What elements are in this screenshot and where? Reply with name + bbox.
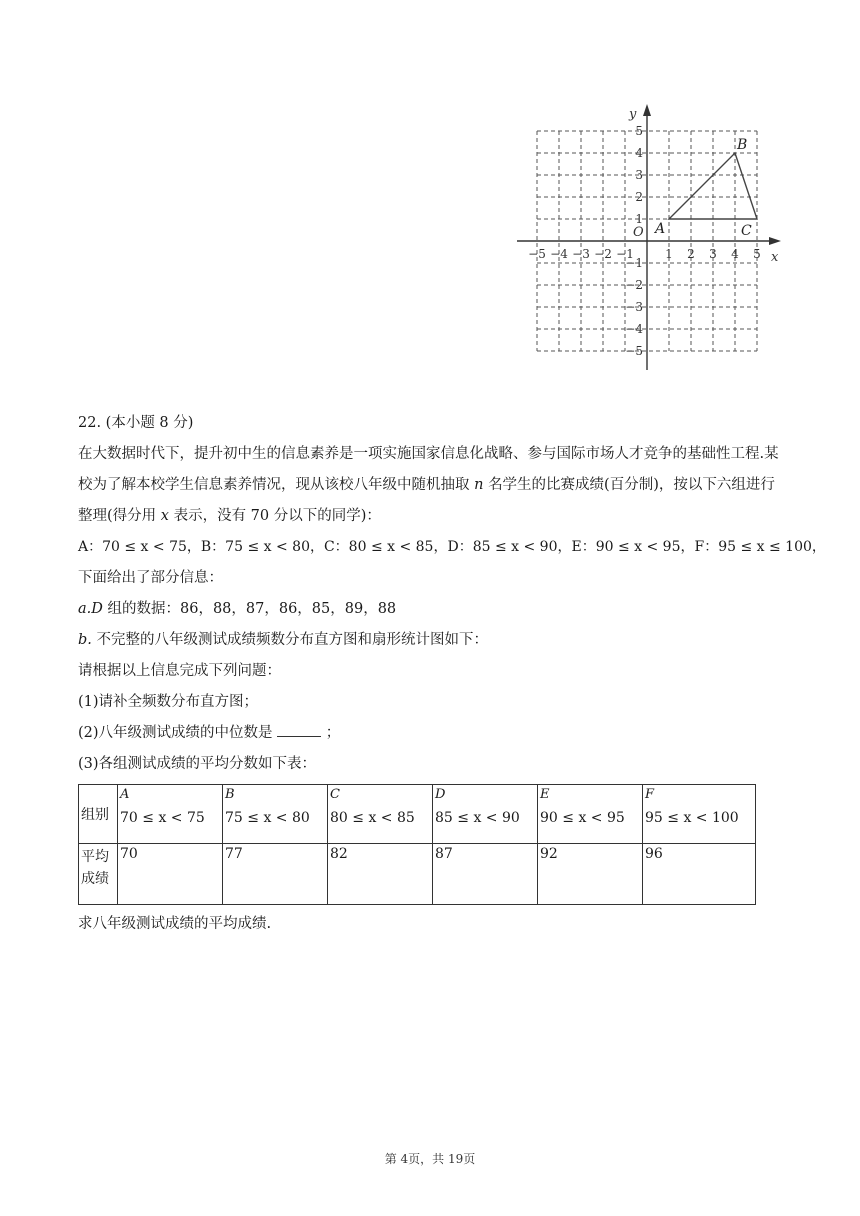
x-axis-arrow [769, 237, 781, 245]
sub-question-2 [78, 718, 788, 749]
table-cell-average: 77 [223, 844, 328, 905]
q2-after: ； [325, 725, 341, 741]
group-range: 85 ≤ x < 90 [435, 810, 520, 826]
y-tick-label: 1 [635, 212, 643, 226]
given-info-line: 下面给出了部分信息： [78, 570, 223, 586]
average-score-table [78, 784, 756, 905]
y-tick-label: 5 [635, 124, 643, 138]
row2-head-2: 成绩 [81, 871, 109, 887]
x-tick-label: 4 [731, 247, 739, 261]
table-cell-group [643, 785, 756, 844]
point-label-c: C [741, 223, 752, 239]
x-tick-label: 5 [753, 247, 761, 261]
coordinate-graph-svg [505, 100, 795, 380]
table-cell-group [328, 785, 433, 844]
para1-tail: 名学生的比赛成绩(百分制)，按以下六组进行整理(得分用 [78, 477, 775, 524]
info-a-text: 组的数据：86，88，87，86，85，89，88 [107, 601, 397, 617]
x-axis-label: x [771, 250, 779, 265]
table-cell-average: 96 [643, 844, 756, 905]
info-a-prefix: a.D [78, 601, 103, 617]
info-b-prefix: b. [78, 632, 92, 648]
page-footer: 第 4页，共 19页 [384, 1152, 476, 1166]
group-letter: D [435, 787, 446, 802]
answer-blank[interactable] [277, 722, 321, 737]
question-number: 22. (本小题 8 分) [78, 415, 194, 431]
point-label-a: A [655, 221, 666, 237]
question-paragraph [78, 439, 788, 532]
y-tick-label: −5 [625, 344, 643, 358]
table-cell-group [223, 785, 328, 844]
sub-question-1: (1)请补全频数分布直方图； [78, 694, 259, 710]
group-range: 95 ≤ x < 100 [645, 810, 739, 826]
group-range: 75 ≤ x < 80 [225, 810, 310, 826]
y-tick-label: −1 [625, 256, 643, 270]
x-tick-label: 1 [665, 247, 673, 261]
var-x: x [160, 508, 169, 524]
y-tick-label: −2 [625, 278, 643, 292]
x-tick-label: 2 [687, 247, 695, 261]
x-tick-label: −4 [550, 247, 568, 261]
group-letter: B [225, 787, 235, 802]
group-letter: A [120, 787, 130, 802]
group-range: 80 ≤ x < 85 [330, 810, 415, 826]
group-letter: F [645, 787, 655, 802]
y-tick-label: 2 [635, 190, 643, 204]
table-cell-average: 92 [538, 844, 643, 905]
info-a [78, 594, 788, 625]
group-letter: C [330, 787, 340, 802]
x-tick-label: −3 [572, 247, 590, 261]
x-tick-label: −5 [528, 247, 546, 261]
row2-head-1: 平均 [81, 849, 109, 865]
ask-line: 请根据以上信息完成下列问题： [78, 663, 281, 679]
y-axis-arrow [643, 104, 651, 116]
row1-head: 组别 [81, 807, 109, 823]
y-tick-label: 3 [635, 168, 643, 182]
final-question: 求八年级测试成绩的平均成绩. [78, 916, 272, 932]
para1-text: 在大数据时代下，提升初中生的信息素养是一项实施国家信息化战略、参与国际市场人才竞争的基础性工程.某校为了解本校学生信息素养情况，现从该校八年级中随机抽取 [78, 446, 779, 493]
x-tick-label: 3 [709, 247, 717, 261]
y-tick-label: 4 [635, 146, 643, 160]
x-tick-label: −2 [594, 247, 612, 261]
info-b [78, 625, 788, 656]
table-cell-group [433, 785, 538, 844]
table-cell-average: 70 [118, 844, 223, 905]
groups-definition: A：70 ≤ x < 75，B：75 ≤ x < 80，C：80 ≤ x < 85，D：85 ≤ x < 90，E：90 ≤ x < 95，F：95 ≤ x ≤ 100， [78, 539, 826, 555]
origin-label: O [633, 225, 644, 240]
group-range: 70 ≤ x < 75 [120, 810, 205, 826]
var-n: n [474, 477, 484, 493]
table-cell-group [538, 785, 643, 844]
table-cell-average: 87 [433, 844, 538, 905]
y-axis-label: y [629, 107, 637, 122]
table-head-cell [79, 785, 118, 844]
question-content [78, 408, 826, 940]
y-tick-label: −3 [625, 300, 643, 314]
group-letter: E [540, 787, 550, 802]
q2-text: (2)八年级测试成绩的中位数是 [78, 725, 273, 741]
x-tick-label: −1 [616, 247, 634, 261]
info-b-text: 不完整的八年级测试成绩频数分布直方图和扇形统计图如下： [96, 632, 489, 648]
point-label-b: B [737, 137, 748, 153]
table-cell-average: 82 [328, 844, 433, 905]
table-head-cell [79, 844, 118, 905]
coordinate-graph [505, 100, 795, 380]
table-row-groups [79, 785, 756, 844]
table-row-averages [79, 844, 756, 905]
table-cell-group [118, 785, 223, 844]
y-tick-label: −4 [625, 322, 643, 336]
sub-question-3: (3)各组测试成绩的平均分数如下表： [78, 756, 317, 772]
group-range: 90 ≤ x < 95 [540, 810, 625, 826]
para1-end: 表示，没有 70 分以下的同学)： [173, 508, 381, 524]
